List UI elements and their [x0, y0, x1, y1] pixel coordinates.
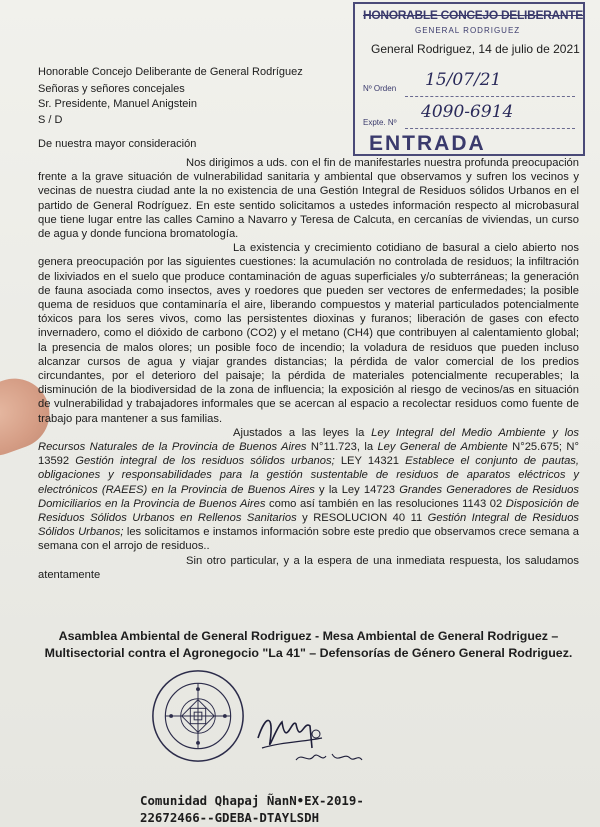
signatories-line-1: Asamblea Ambiental de General Rodriguez - Mesa Ambiental de General Rodriguez –	[58, 629, 559, 643]
footer-line-2: 22672466--GDEBA-DTAYLSDH	[140, 810, 320, 825]
stamp-subtitle: GENERAL RODRIGUEZ	[415, 26, 521, 35]
paragraph-3: Ajustados a las leyes la Ley Integral del Medio Ambiente y los Recursos Naturales de la Provincia de Buenos Aires N°11.723, la Ley General de Ambiente N°25.675; N° 13592 Gestión integral de los residuos sólidos urbanos; LEY 14321 Establece el conjunto de pautas, obligaciones y responsabilidades para la gestión sustentable de residuos de aparatos eléctricos y electrónicos (RAEES) en la Provincia de Buenos Aires y la Ley 14723 Grandes Generadores de Residuos Domiciliarios en la Provincia de Buenos Aires como así también en las resoluciones 1143 02 Disposición de Residuos Sólidos Urbanos en Rellenos Sanitarios y RESOLUCION 40 11 Gestión Integral de Residuos Sólidos Urbanos; les solicitamos e instamos información sobre este predio que observamos crece semana a semana con el arrojo de residuos..	[38, 426, 580, 553]
footer-reference	[140, 792, 364, 826]
stamp-title: HONORABLE CONCEJO DELIBERANTE	[363, 8, 583, 22]
paragraph-2: La existencia y crecimiento cotidiano de basural a cielo abierto nos genera preocupación por las siguientes cuestiones: la acumulación no controlada de residuos; la infiltración de lixiviados en el suelo que produce contaminación de aguas superficiales y/o subterráneas; la generación de fauna asociada como insectos, aves y roedores que pueden ser vectores de enfermedades; la posible quema de residuos que contaminaría el aire, liberando compuestos y material particulados potencialmente tóxicos para los seres vivos, como las persistentes dioxinas y furanos; liberación de gases con efecto invernadero, como el dióxido de carbono (CO2) y el metano (CH4) que contribuyen al calentamiento global; la presencia de malos olores; un posible foco de incendio; la voladura de residuos que pueden incluso alcanzar cursos de agua y viajar grandes distancias; la pérdida de valor comercial de los predios circundantes, por el deterioro del paisaje; la pérdida de materiales potencialmente recuperables; la disminución de la biodiversidad de la zona de influencia; la exposición al riesgo de vecinos/as en situación de vulnerabilidad y trabajadores informales que se acercan al espacio a recolectar residuos como fuente de trabajo para mantener a sus familias.	[38, 242, 579, 425]
stamp-date: General Rodriguez, 14 de julio de 2021	[371, 42, 580, 56]
stamp-expte-label: Expte. Nº	[363, 118, 397, 127]
signatories-line-2: Multisectorial contra el Agronegocio "La 41" – Defensorías de Género General Rodriguez.	[44, 646, 573, 660]
reception-stamp	[353, 2, 585, 156]
stamp-entrada: ENTRADA	[369, 132, 486, 155]
closing-paragraph: Sin otro particular, y a la espera de una inmediata respuesta, los saludamos atentamente	[38, 554, 579, 581]
paragraph-1: Nos dirigimos a uds. con el fin de manifestarles nuestra profunda preocupación frente a la grave situación de vulnerabilidad sanitaria y ambiental que observamos y sufren los vecinos y vecinas de nuestra ciudad ante la no existencia de una Gestión Integral de Residuos sólidos Urbanos en el partido de General Rodríguez. En este sentido solicitamos a ustedes información respecto al microbasural que tiene lugar entre las calles Camino a Navarro y Teresa de Calcuta, en cercanías de viviendas, un curso de agua y donde funciona bromatología.	[38, 157, 579, 241]
greeting: De nuestra mayor consideración	[38, 138, 197, 150]
addressee-line-4: S / D	[38, 114, 63, 126]
stamp-orden-line	[405, 96, 575, 97]
stamp-orden-label: Nº Orden	[363, 84, 397, 93]
footer-line-1: Comunidad Qhapaj ÑanN•EX-2019-	[140, 793, 364, 808]
stamp-orden-value: 15/07/21	[425, 70, 502, 90]
addressee-line-1: Honorable Concejo Deliberante de General Rodríguez	[38, 66, 303, 78]
letter-body	[38, 156, 579, 582]
signatories	[38, 628, 579, 662]
community-seal	[150, 668, 246, 764]
stamp-expte-value: 4090-6914	[421, 102, 514, 122]
stamp-expte-line	[405, 128, 575, 129]
handwritten-signature	[252, 708, 372, 768]
addressee-line-3: Sr. Presidente, Manuel Anigstein	[38, 98, 197, 110]
addressee-line-2: Señoras y señores concejales	[38, 83, 185, 95]
